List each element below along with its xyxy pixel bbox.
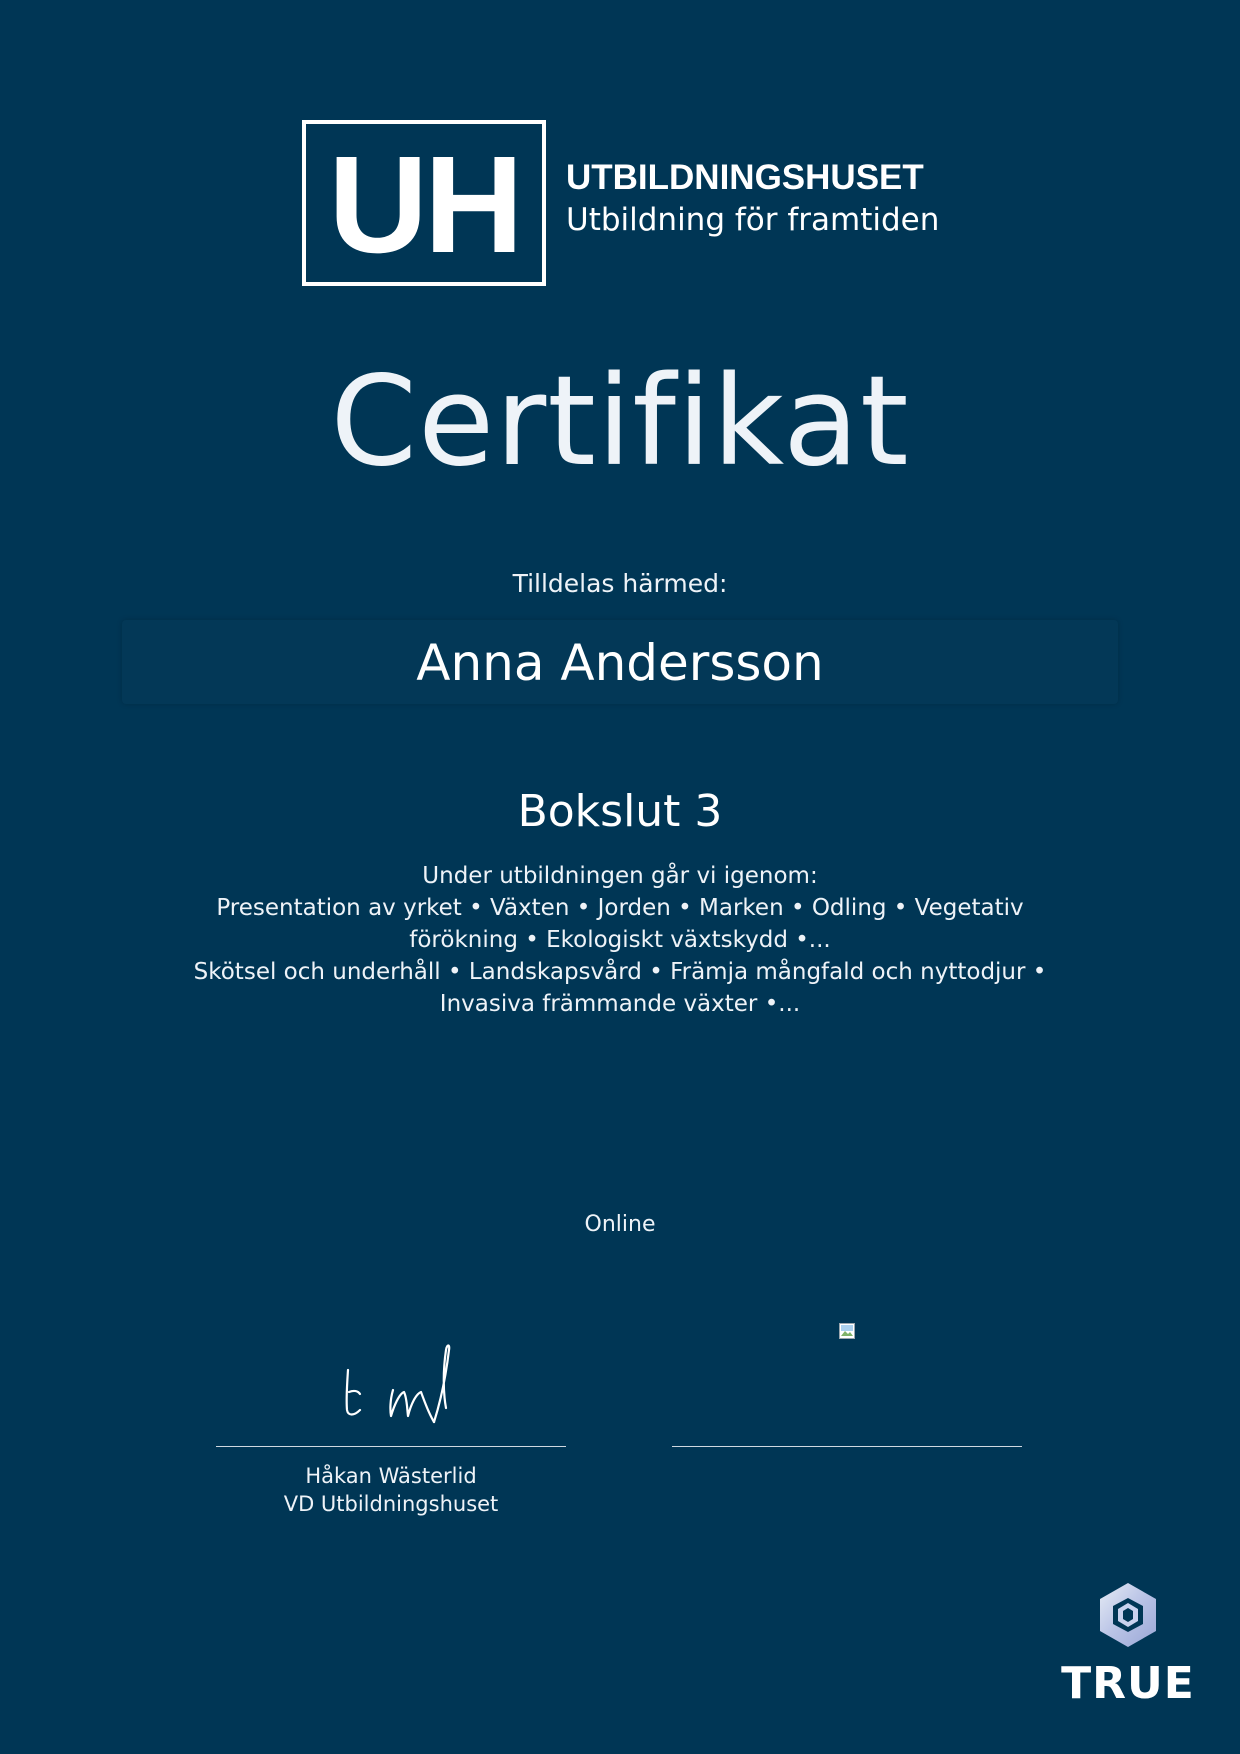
course-location: Online xyxy=(584,1212,656,1237)
true-hexagon-icon xyxy=(1093,1580,1163,1650)
organization-name: UTBILDNINGSHUSET xyxy=(566,158,924,197)
certificate-title: Certifikat xyxy=(330,350,910,494)
signature-block-left xyxy=(216,1330,566,1530)
organization-logo xyxy=(302,120,942,284)
signatory-role: VD Utbildningshuset xyxy=(283,1492,499,1516)
recipient-name: Anna Andersson xyxy=(416,634,824,692)
description-line: Presentation av yrket • Växten • Jorden • Marken • Odling • Vegetativ xyxy=(216,895,1024,921)
description-line: Invasiva främmande växter •... xyxy=(439,991,801,1017)
course-description xyxy=(150,860,1090,1020)
true-label: TRUE xyxy=(1061,1658,1195,1709)
handwritten-signature xyxy=(316,1330,476,1430)
description-line: förökning • Ekologiskt växtskydd •... xyxy=(409,927,831,953)
description-line: Under utbildningen går vi igenom: xyxy=(422,863,818,889)
logo-mark: UH xyxy=(328,128,520,282)
organization-tagline: Utbildning för framtiden xyxy=(566,202,940,238)
description-line: Skötsel och underhåll • Landskapsvård • Främja mångfald och nyttodjur • xyxy=(193,959,1047,985)
logo-box xyxy=(302,120,546,286)
broken-image-icon xyxy=(839,1323,855,1339)
signatory-name: Håkan Wästerlid xyxy=(305,1464,477,1488)
true-badge xyxy=(1058,1580,1198,1710)
awarded-label: Tilldelas härmed: xyxy=(512,569,728,598)
signature-block-right xyxy=(672,1320,1022,1460)
course-title: Bokslut 3 xyxy=(517,786,723,837)
signature-line-right xyxy=(672,1446,1022,1447)
signature-line-left xyxy=(216,1446,566,1447)
